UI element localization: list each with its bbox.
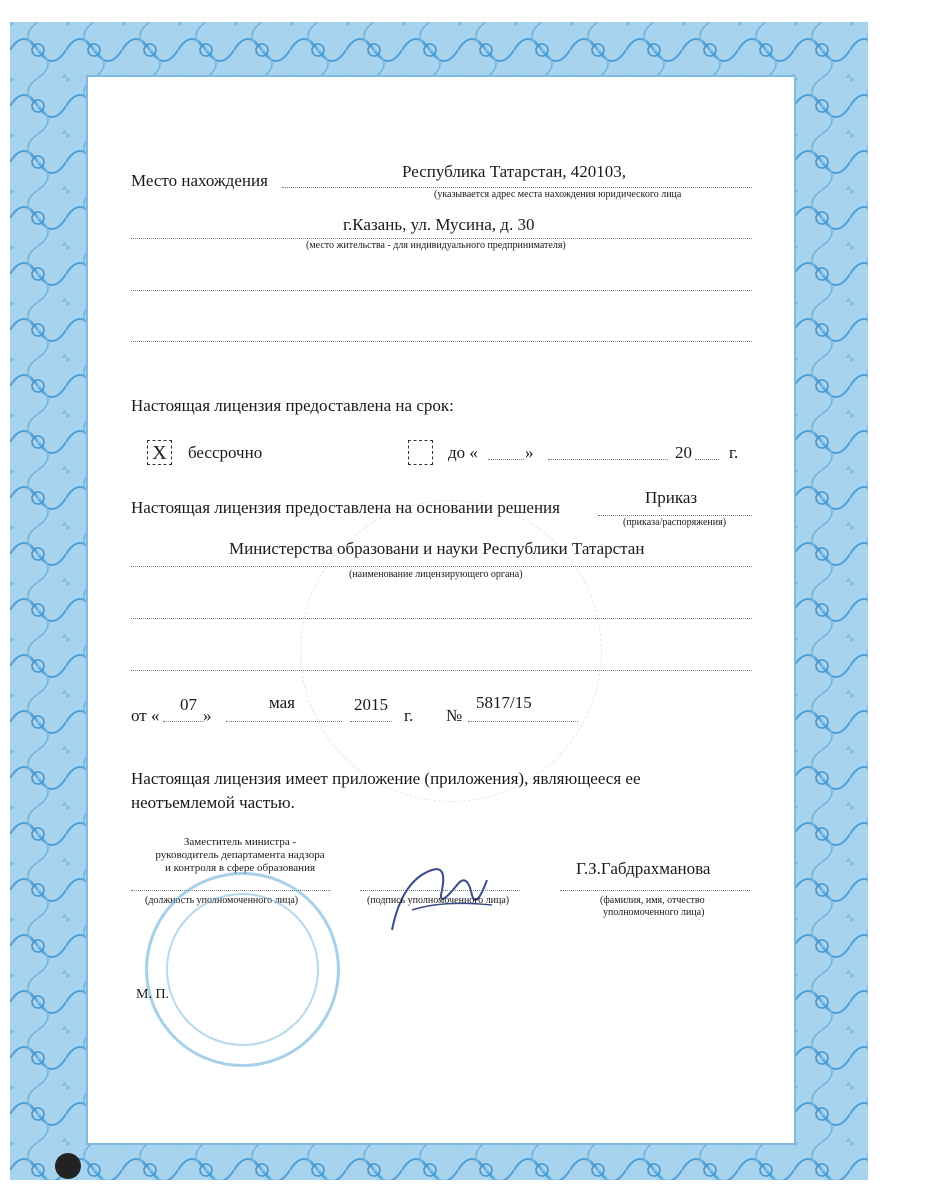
appendix-line-1: Настоящая лицензия имеет приложение (приложения), являющееся ее [131, 769, 641, 788]
date-close: » [203, 706, 212, 725]
signatory-name: Г.З.Габдрахманова [576, 859, 711, 878]
until-year-prefix: 20 [675, 443, 692, 462]
blank-line-4 [131, 670, 752, 671]
location-line-2 [131, 238, 752, 239]
until-label: до « [448, 443, 478, 462]
until-year-suffix: г. [729, 443, 739, 462]
position-line-3: и контроля в сфере образования [164, 862, 316, 874]
year-line [350, 721, 392, 722]
blank-line-2 [131, 341, 752, 342]
name-note-1: (фамилия, имя, отчество [600, 895, 705, 906]
location-address-line-1: Республика Татарстан, 420103, [402, 162, 627, 181]
indefinite-label: бессрочно [188, 443, 263, 462]
authority-line [131, 566, 752, 567]
until-day-line [488, 459, 524, 460]
appendix-line-2: неотъемлемой частью. [131, 793, 295, 812]
until-checkbox [408, 440, 433, 465]
decision-type: Приказ [645, 488, 698, 507]
seal-label: М. П. [136, 987, 170, 1002]
location-note-2: (место жительства - для индивидуального предпринимателя) [306, 240, 566, 251]
position-line-1: Заместитель министра - [183, 836, 297, 848]
name-line [560, 890, 750, 891]
position-line-2: руководитель департамента надзора [155, 849, 325, 861]
day-line [163, 721, 203, 722]
blank-line-1 [131, 290, 752, 291]
number-line [468, 721, 578, 722]
from-label: от « [131, 706, 160, 725]
until-close: » [525, 443, 534, 462]
position-note: (должность уполномоченного лица) [145, 895, 299, 906]
date-year-suffix: г. [404, 706, 414, 725]
hole-punch-mark [55, 1153, 81, 1179]
until-year-line [695, 459, 719, 460]
name-note-2: уполномоченного лица) [603, 907, 705, 918]
until-month-line [548, 459, 668, 460]
date-month: мая [269, 693, 296, 712]
location-address-line-2: г.Казань, ул. Мусина, д. 30 [343, 215, 535, 234]
authority-note: (наименование лицензирующего органа) [349, 569, 523, 580]
official-seal [145, 872, 340, 1067]
basis-heading: Настоящая лицензия предоставлена на основании решения [131, 498, 560, 517]
authority-name: Министерства образовани и науки Республики Татарстан [229, 539, 645, 558]
decision-type-line [598, 515, 752, 516]
term-heading: Настоящая лицензия предоставлена на срок: [131, 396, 454, 415]
location-label: Место нахождения [131, 171, 268, 190]
signature-line [360, 890, 520, 891]
indefinite-checkbox: X [147, 440, 172, 465]
date-year: 2015 [354, 695, 388, 714]
number-label: № [446, 706, 463, 725]
date-day: 07 [180, 695, 197, 714]
location-note-1: (указывается адрес места нахождения юридического лица [434, 189, 682, 200]
location-line-1 [282, 187, 752, 188]
blank-line-3 [131, 618, 752, 619]
license-number: 5817/15 [476, 693, 532, 712]
month-line [226, 721, 342, 722]
signature-note: (подпись уполномоченного лица) [367, 895, 510, 906]
decision-note: (приказа/распоряжения) [623, 517, 727, 528]
